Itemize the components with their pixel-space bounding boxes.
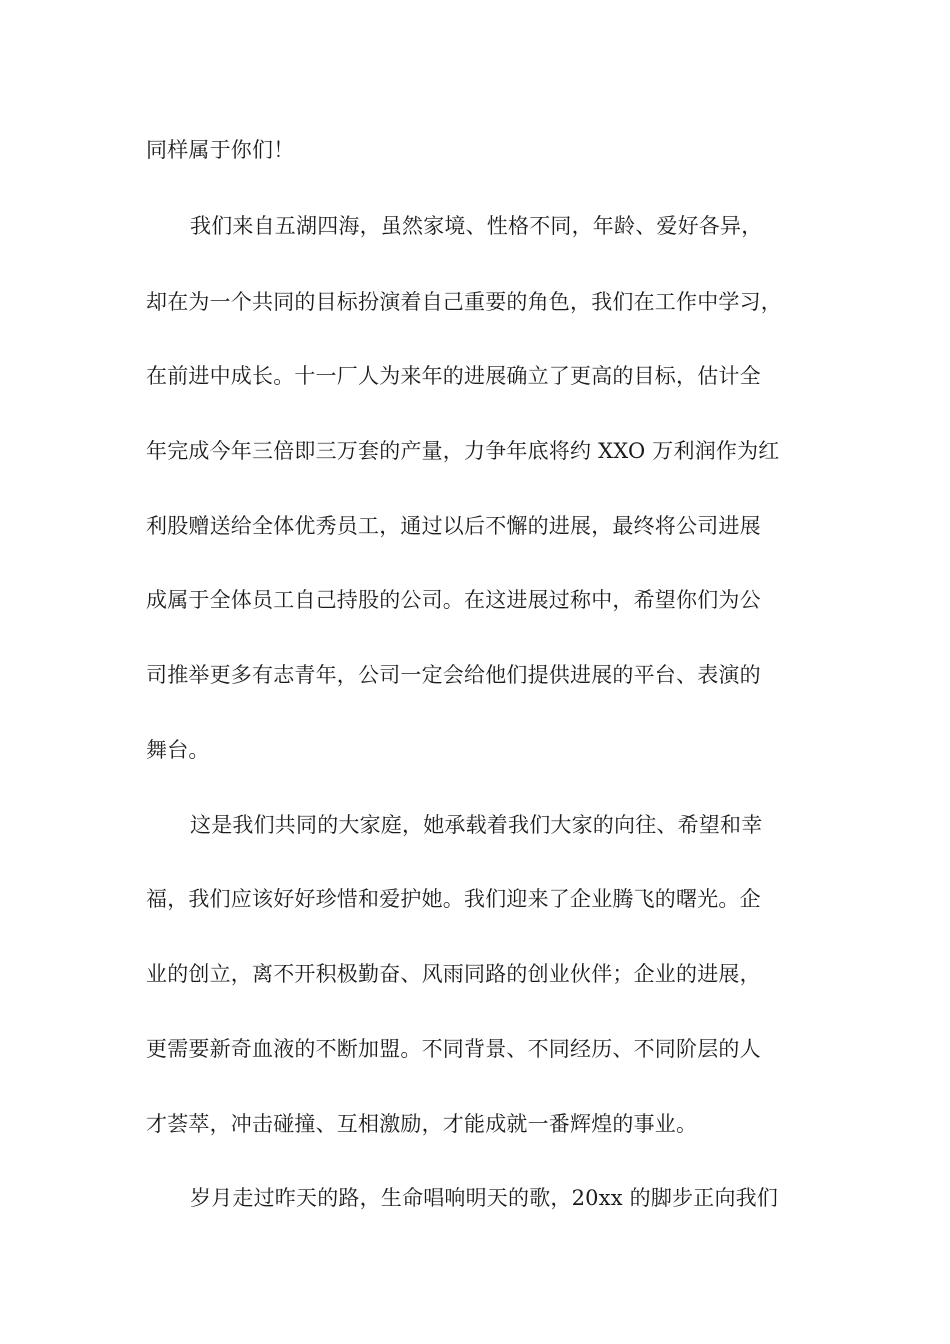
paragraph-line: 在前进中成长。十一厂人为来年的进展确立了更高的目标，估计全 <box>146 364 761 388</box>
paragraph-line: 更需要新奇血液的不断加盟。不同背景、不同经历、不同阶层的人 <box>146 1037 761 1061</box>
paragraph-line: 才荟萃，冲击碰撞、互相激励，才能成就一番辉煌的事业。 <box>146 1112 698 1136</box>
paragraph-line: 成属于全体员工自己持股的公司。在这进展过称中，希望你们为公 <box>146 588 761 612</box>
paragraph-line: 年完成今年三倍即三万套的产量，力争年底将约 XXO 万利润作为红 <box>146 439 780 463</box>
paragraph-line: 舞台。 <box>146 738 210 762</box>
paragraph-line: 岁月走过昨天的路，生命唱响明天的歌，20xx 的脚步正向我们 <box>190 1186 779 1210</box>
paragraph-line: 司推举更多有志青年，公司一定会给他们提供进展的平台、表演的 <box>146 663 761 687</box>
paragraph-line: 这是我们共同的大家庭，她承载着我们大家的向往、希望和幸 <box>190 813 763 837</box>
paragraph-line: 同样属于你们！ <box>146 138 295 162</box>
paragraph-line: 我们来自五湖四海，虽然家境、性格不同，年龄、爱好各异， <box>190 214 763 238</box>
paragraph-line: 却在为一个共同的目标扮演着自己重要的角色，我们在工作中学习， <box>146 290 782 314</box>
paragraph-line: 福，我们应该好好珍惜和爱护她。我们迎来了企业腾飞的曙光。企 <box>146 887 761 911</box>
paragraph-line: 业的创立，离不开积极勤奋、风雨同路的创业伙伴；企业的进展， <box>146 962 761 986</box>
paragraph-line: 利股赠送给全体优秀员工，通过以后不懈的进展，最终将公司进展 <box>146 514 761 538</box>
